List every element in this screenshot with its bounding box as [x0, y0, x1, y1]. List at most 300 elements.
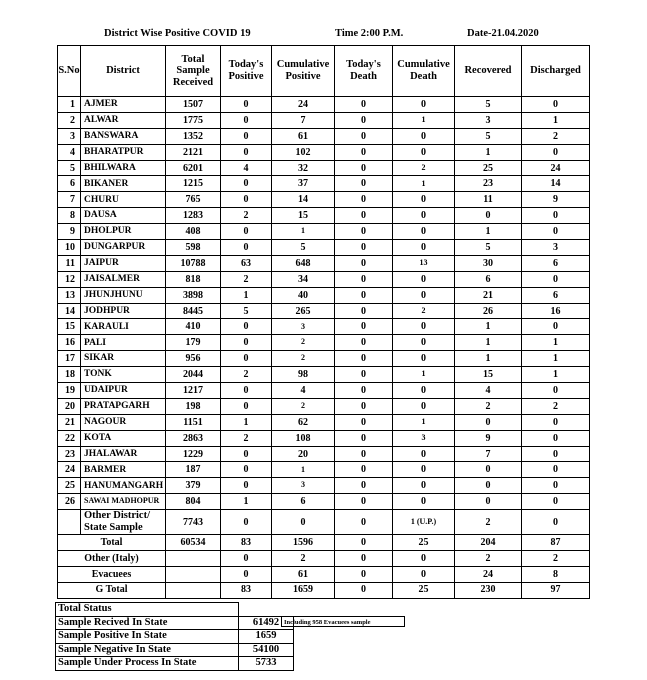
cell-todays-death: 0 — [335, 112, 393, 128]
cell-discharged: 1 — [522, 351, 590, 367]
cell-recovered: 5 — [455, 97, 522, 113]
cell-todays-positive: 0 — [221, 112, 272, 128]
cell-sample: 804 — [166, 494, 221, 510]
cell-sample: 408 — [166, 224, 221, 240]
cell-recovered: 11 — [455, 192, 522, 208]
cell-district: BIKANER — [81, 176, 166, 192]
cell-district: JAISALMER — [81, 271, 166, 287]
summary-cell-td: 0 — [335, 551, 393, 567]
table-row — [58, 97, 590, 113]
cell-sample: 956 — [166, 351, 221, 367]
summary-cell-rec: 230 — [455, 582, 522, 598]
summary-cell-dis: 8 — [522, 567, 590, 583]
cell-district: DAUSA — [81, 208, 166, 224]
cell-todays-death: 0 — [335, 97, 393, 113]
cell-todays-death: 0 — [335, 224, 393, 240]
cell-value: 7743 — [166, 510, 221, 535]
cell-todays-death: 0 — [335, 430, 393, 446]
cell-value: 1 (U.P.) — [393, 510, 455, 535]
cell-sample: 2044 — [166, 367, 221, 383]
summary-cell-td: 0 — [335, 582, 393, 598]
cell-todays-positive: 0 — [221, 176, 272, 192]
cell-sno: 12 — [58, 271, 81, 287]
cell-discharged: 0 — [522, 414, 590, 430]
cell-district: DHOLPUR — [81, 224, 166, 240]
cell-sample: 1229 — [166, 446, 221, 462]
cell-recovered: 0 — [455, 414, 522, 430]
cell-recovered: 6 — [455, 271, 522, 287]
table-row — [58, 208, 590, 224]
cell-sample: 6201 — [166, 160, 221, 176]
cell-todays-death: 0 — [335, 335, 393, 351]
cell-sno: 18 — [58, 367, 81, 383]
report-title: District Wise Positive COVID 19 — [104, 28, 251, 39]
cell-todays-death: 0 — [335, 494, 393, 510]
status-label: Sample Recived In State — [56, 616, 239, 630]
cell-recovered: 0 — [455, 494, 522, 510]
cell-sno: 24 — [58, 462, 81, 478]
cell-cumulative-positive: 40 — [272, 287, 335, 303]
cell-discharged: 1 — [522, 112, 590, 128]
cell-todays-positive: 0 — [221, 192, 272, 208]
summary-cell-dis: 87 — [522, 535, 590, 551]
cell-district: ALWAR — [81, 112, 166, 128]
cell-discharged: 0 — [522, 430, 590, 446]
cell-todays-positive: 0 — [221, 128, 272, 144]
cell-sno: 20 — [58, 398, 81, 414]
cell-cumulative-positive: 1 — [272, 462, 335, 478]
cell-todays-positive: 0 — [221, 97, 272, 113]
table-row — [58, 462, 590, 478]
report-date: Date-21.04.2020 — [467, 28, 539, 39]
cell-todays-positive: 0 — [221, 335, 272, 351]
cell-discharged: 2 — [522, 398, 590, 414]
cell-recovered: 25 — [455, 160, 522, 176]
cell-cumulative-death: 3 — [393, 430, 455, 446]
status-value: 5733 — [239, 657, 294, 671]
cell-cumulative-positive: 102 — [272, 144, 335, 160]
cell-cumulative-positive: 7 — [272, 112, 335, 128]
cell-todays-positive: 2 — [221, 367, 272, 383]
cell-cumulative-positive: 108 — [272, 430, 335, 446]
cell-todays-positive: 0 — [221, 478, 272, 494]
cell-district: BHARATPUR — [81, 144, 166, 160]
cell-recovered: 1 — [455, 144, 522, 160]
cell-recovered: 1 — [455, 224, 522, 240]
cell-recovered: 1 — [455, 351, 522, 367]
table-row — [58, 494, 590, 510]
cell-sno: 21 — [58, 414, 81, 430]
cell-value: 2 — [455, 510, 522, 535]
summary-cell-dis: 2 — [522, 551, 590, 567]
summary-cell-td: 0 — [335, 535, 393, 551]
cell-todays-positive: 0 — [221, 224, 272, 240]
cell-sample: 179 — [166, 335, 221, 351]
cell-sample: 1215 — [166, 176, 221, 192]
cell-discharged: 9 — [522, 192, 590, 208]
cell-district: KARAULI — [81, 319, 166, 335]
table-row — [58, 414, 590, 430]
summary-row — [58, 582, 590, 598]
cell-recovered: 1 — [455, 319, 522, 335]
summary-cell-tp: 0 — [221, 551, 272, 567]
cell-todays-positive: 1 — [221, 414, 272, 430]
cell-cumulative-positive: 5 — [272, 240, 335, 256]
cell-cumulative-death: 0 — [393, 271, 455, 287]
other-district-row — [58, 510, 590, 535]
cell-todays-positive: 2 — [221, 208, 272, 224]
table-row — [58, 192, 590, 208]
cell-sample: 410 — [166, 319, 221, 335]
cell-cumulative-positive: 20 — [272, 446, 335, 462]
table-row — [58, 430, 590, 446]
cell-district: Other District/ State Sample — [81, 510, 166, 535]
table-row — [58, 255, 590, 271]
summary-cell-tp: 83 — [221, 582, 272, 598]
cell-discharged: 2 — [522, 128, 590, 144]
cell-todays-death: 0 — [335, 319, 393, 335]
summary-label: Total — [58, 535, 166, 551]
cell-sno: 16 — [58, 335, 81, 351]
cell-sample: 10788 — [166, 255, 221, 271]
table-row — [58, 271, 590, 287]
cell-sno: 17 — [58, 351, 81, 367]
cell-discharged: 0 — [522, 462, 590, 478]
cell-sample: 1352 — [166, 128, 221, 144]
cell-todays-positive: 0 — [221, 351, 272, 367]
cell-cumulative-death: 0 — [393, 240, 455, 256]
col-cumulative-positive: Cumulative Positive — [272, 46, 335, 97]
cell-recovered: 9 — [455, 430, 522, 446]
table-row — [58, 144, 590, 160]
cell-sample: 8445 — [166, 303, 221, 319]
cell-sno: 26 — [58, 494, 81, 510]
cell-district: AJMER — [81, 97, 166, 113]
cell-todays-positive: 4 — [221, 160, 272, 176]
cell-sample: 765 — [166, 192, 221, 208]
cell-sno: 23 — [58, 446, 81, 462]
cell-cumulative-death: 1 — [393, 112, 455, 128]
cell-todays-death: 0 — [335, 462, 393, 478]
cell-district: SIKAR — [81, 351, 166, 367]
cell-district: BARMER — [81, 462, 166, 478]
cell-district: UDAIPUR — [81, 383, 166, 399]
cell-cumulative-positive: 37 — [272, 176, 335, 192]
cell-todays-positive: 0 — [221, 398, 272, 414]
cell-todays-death: 0 — [335, 240, 393, 256]
cell-sno: 6 — [58, 176, 81, 192]
cell-discharged: 0 — [522, 224, 590, 240]
table-row — [58, 319, 590, 335]
summary-label: G Total — [58, 582, 166, 598]
cell-todays-positive: 63 — [221, 255, 272, 271]
cell-district: PRATAPGARH — [81, 398, 166, 414]
cell-discharged: 0 — [522, 319, 590, 335]
cell-todays-death: 0 — [335, 144, 393, 160]
cell-cumulative-death: 0 — [393, 144, 455, 160]
cell-sample: 379 — [166, 478, 221, 494]
cell-sample: 1217 — [166, 383, 221, 399]
cell-sample: 1151 — [166, 414, 221, 430]
cell-discharged: 6 — [522, 255, 590, 271]
cell-sno: 3 — [58, 128, 81, 144]
cell-todays-death: 0 — [335, 176, 393, 192]
cell-sno: 1 — [58, 97, 81, 113]
table-row — [58, 224, 590, 240]
summary-cell-sample — [166, 567, 221, 583]
cell-sno: 15 — [58, 319, 81, 335]
cell-sno: 10 — [58, 240, 81, 256]
cell-sample: 1507 — [166, 97, 221, 113]
cell-recovered: 0 — [455, 462, 522, 478]
cell-todays-death: 0 — [335, 383, 393, 399]
cell-cumulative-positive: 3 — [272, 319, 335, 335]
cell-todays-death: 0 — [335, 446, 393, 462]
cell-discharged: 0 — [522, 446, 590, 462]
summary-cell-rec: 24 — [455, 567, 522, 583]
cell-sno: 25 — [58, 478, 81, 494]
cell-value: 0 — [522, 510, 590, 535]
status-value: 1659 — [239, 630, 294, 644]
table-row — [58, 112, 590, 128]
cell-cumulative-positive: 62 — [272, 414, 335, 430]
cell-todays-death: 0 — [335, 192, 393, 208]
cell-sample: 187 — [166, 462, 221, 478]
cell-todays-death: 0 — [335, 351, 393, 367]
cell-cumulative-positive: 265 — [272, 303, 335, 319]
cell-cumulative-positive: 32 — [272, 160, 335, 176]
table-row — [58, 128, 590, 144]
cell-todays-positive: 2 — [221, 430, 272, 446]
cell-todays-death: 0 — [335, 414, 393, 430]
summary-label: Other (Italy) — [58, 551, 166, 567]
cell-todays-death: 0 — [335, 287, 393, 303]
cell-sample: 198 — [166, 398, 221, 414]
col-todays-positive: Today's Positive — [221, 46, 272, 97]
cell-discharged: 0 — [522, 97, 590, 113]
cell-cumulative-death: 1 — [393, 176, 455, 192]
cell-discharged: 24 — [522, 160, 590, 176]
cell-cumulative-positive: 15 — [272, 208, 335, 224]
cell-discharged: 0 — [522, 383, 590, 399]
cell-todays-positive: 0 — [221, 240, 272, 256]
cell-cumulative-death: 2 — [393, 160, 455, 176]
cell-discharged: 0 — [522, 144, 590, 160]
cell-sample: 1283 — [166, 208, 221, 224]
status-label: Sample Under Process In State — [56, 657, 239, 671]
cell-todays-positive: 1 — [221, 494, 272, 510]
cell-discharged: 14 — [522, 176, 590, 192]
cell-cumulative-positive: 34 — [272, 271, 335, 287]
cell-cumulative-positive: 6 — [272, 494, 335, 510]
table-row — [58, 351, 590, 367]
summary-cell-rec: 2 — [455, 551, 522, 567]
summary-cell-cp: 1596 — [272, 535, 335, 551]
cell-discharged: 0 — [522, 494, 590, 510]
cell-value: 0 — [272, 510, 335, 535]
cell-district: PALI — [81, 335, 166, 351]
cell-district: BANSWARA — [81, 128, 166, 144]
cell-sno — [58, 510, 81, 535]
cell-recovered: 5 — [455, 128, 522, 144]
cell-sno: 8 — [58, 208, 81, 224]
cell-todays-death: 0 — [335, 478, 393, 494]
status-heading: Total Status — [56, 603, 239, 617]
cell-todays-death: 0 — [335, 160, 393, 176]
cell-district: SAWAI MADHOPUR — [81, 494, 166, 510]
cell-recovered: 30 — [455, 255, 522, 271]
cell-recovered: 23 — [455, 176, 522, 192]
status-label: Sample Negative In State — [56, 643, 239, 657]
cell-todays-positive: 0 — [221, 144, 272, 160]
cell-district: CHURU — [81, 192, 166, 208]
cell-discharged: 1 — [522, 335, 590, 351]
summary-cell-sample: 60534 — [166, 535, 221, 551]
cell-cumulative-positive: 1 — [272, 224, 335, 240]
summary-label: Evacuees — [58, 567, 166, 583]
cell-cumulative-death: 0 — [393, 128, 455, 144]
summary-cell-sample — [166, 582, 221, 598]
cell-cumulative-positive: 2 — [272, 351, 335, 367]
cell-cumulative-death: 0 — [393, 335, 455, 351]
cell-recovered: 7 — [455, 446, 522, 462]
cell-todays-positive: 0 — [221, 383, 272, 399]
cell-sample: 2863 — [166, 430, 221, 446]
cell-todays-positive: 1 — [221, 287, 272, 303]
cell-sno: 5 — [58, 160, 81, 176]
cell-sno: 9 — [58, 224, 81, 240]
cell-cumulative-positive: 61 — [272, 128, 335, 144]
table-row — [58, 367, 590, 383]
cell-cumulative-death: 0 — [393, 383, 455, 399]
summary-cell-cp: 61 — [272, 567, 335, 583]
cell-cumulative-death: 2 — [393, 303, 455, 319]
cell-sno: 13 — [58, 287, 81, 303]
cell-recovered: 5 — [455, 240, 522, 256]
status-row — [56, 657, 294, 671]
cell-sample: 2121 — [166, 144, 221, 160]
cell-cumulative-death: 0 — [393, 351, 455, 367]
cell-value: 0 — [335, 510, 393, 535]
cell-sno: 7 — [58, 192, 81, 208]
summary-row — [58, 551, 590, 567]
summary-row — [58, 567, 590, 583]
table-row — [58, 240, 590, 256]
cell-recovered: 0 — [455, 478, 522, 494]
cell-sample: 3898 — [166, 287, 221, 303]
cell-district: TONK — [81, 367, 166, 383]
cell-discharged: 1 — [522, 367, 590, 383]
cell-cumulative-death: 0 — [393, 224, 455, 240]
cell-cumulative-positive: 98 — [272, 367, 335, 383]
cell-recovered: 3 — [455, 112, 522, 128]
col-cumulative-death: Cumulative Death — [393, 46, 455, 97]
cell-sno: 11 — [58, 255, 81, 271]
cell-value: 0 — [221, 510, 272, 535]
summary-cell-cp: 2 — [272, 551, 335, 567]
cell-district: JODHPUR — [81, 303, 166, 319]
summary-cell-cd: 0 — [393, 567, 455, 583]
cell-todays-death: 0 — [335, 303, 393, 319]
cell-cumulative-death: 0 — [393, 287, 455, 303]
summary-row — [58, 535, 590, 551]
cell-district: JAIPUR — [81, 255, 166, 271]
cell-cumulative-death: 0 — [393, 208, 455, 224]
summary-cell-tp: 0 — [221, 567, 272, 583]
cell-district: BHILWARA — [81, 160, 166, 176]
cell-todays-death: 0 — [335, 398, 393, 414]
district-table — [57, 45, 590, 599]
cell-district: NAGOUR — [81, 414, 166, 430]
table-row — [58, 160, 590, 176]
cell-todays-positive: 2 — [221, 271, 272, 287]
table-row — [58, 335, 590, 351]
cell-discharged: 3 — [522, 240, 590, 256]
cell-cumulative-death: 0 — [393, 462, 455, 478]
status-label: Sample Positive In State — [56, 630, 239, 644]
cell-todays-positive: 5 — [221, 303, 272, 319]
cell-discharged: 16 — [522, 303, 590, 319]
cell-cumulative-positive: 648 — [272, 255, 335, 271]
cell-district: HANUMANGARH — [81, 478, 166, 494]
cell-recovered: 1 — [455, 335, 522, 351]
status-row — [56, 643, 294, 657]
cell-cumulative-death: 0 — [393, 478, 455, 494]
table-row — [58, 287, 590, 303]
col-total-sample: Total Sample Received — [166, 46, 221, 97]
summary-cell-cd: 25 — [393, 535, 455, 551]
cell-todays-death: 0 — [335, 255, 393, 271]
status-row — [56, 616, 294, 630]
cell-recovered: 21 — [455, 287, 522, 303]
cell-discharged: 0 — [522, 271, 590, 287]
report-time: Time 2:00 P.M. — [335, 28, 404, 39]
cell-cumulative-death: 0 — [393, 446, 455, 462]
cell-cumulative-death: 13 — [393, 255, 455, 271]
cell-recovered: 15 — [455, 367, 522, 383]
table-row — [58, 383, 590, 399]
cell-todays-positive: 0 — [221, 446, 272, 462]
cell-recovered: 2 — [455, 398, 522, 414]
table-row — [58, 176, 590, 192]
cell-recovered: 0 — [455, 208, 522, 224]
col-district: District — [81, 46, 166, 97]
cell-cumulative-positive: 4 — [272, 383, 335, 399]
summary-cell-tp: 83 — [221, 535, 272, 551]
cell-district: KOTA — [81, 430, 166, 446]
cell-cumulative-death: 0 — [393, 494, 455, 510]
summary-cell-sample — [166, 551, 221, 567]
cell-cumulative-positive: 14 — [272, 192, 335, 208]
cell-recovered: 26 — [455, 303, 522, 319]
cell-cumulative-positive: 24 — [272, 97, 335, 113]
cell-district: DUNGARPUR — [81, 240, 166, 256]
cell-sample: 1775 — [166, 112, 221, 128]
cell-cumulative-death: 0 — [393, 192, 455, 208]
cell-sno: 14 — [58, 303, 81, 319]
summary-cell-rec: 204 — [455, 535, 522, 551]
status-value: 61492 — [239, 616, 294, 630]
cell-sno: 4 — [58, 144, 81, 160]
cell-cumulative-death: 0 — [393, 97, 455, 113]
cell-sno: 2 — [58, 112, 81, 128]
cell-district: JHALAWAR — [81, 446, 166, 462]
col-recovered: Recovered — [455, 46, 522, 97]
cell-cumulative-positive: 3 — [272, 478, 335, 494]
col-todays-death: Today's Death — [335, 46, 393, 97]
status-value: 54100 — [239, 643, 294, 657]
cell-cumulative-death: 0 — [393, 319, 455, 335]
